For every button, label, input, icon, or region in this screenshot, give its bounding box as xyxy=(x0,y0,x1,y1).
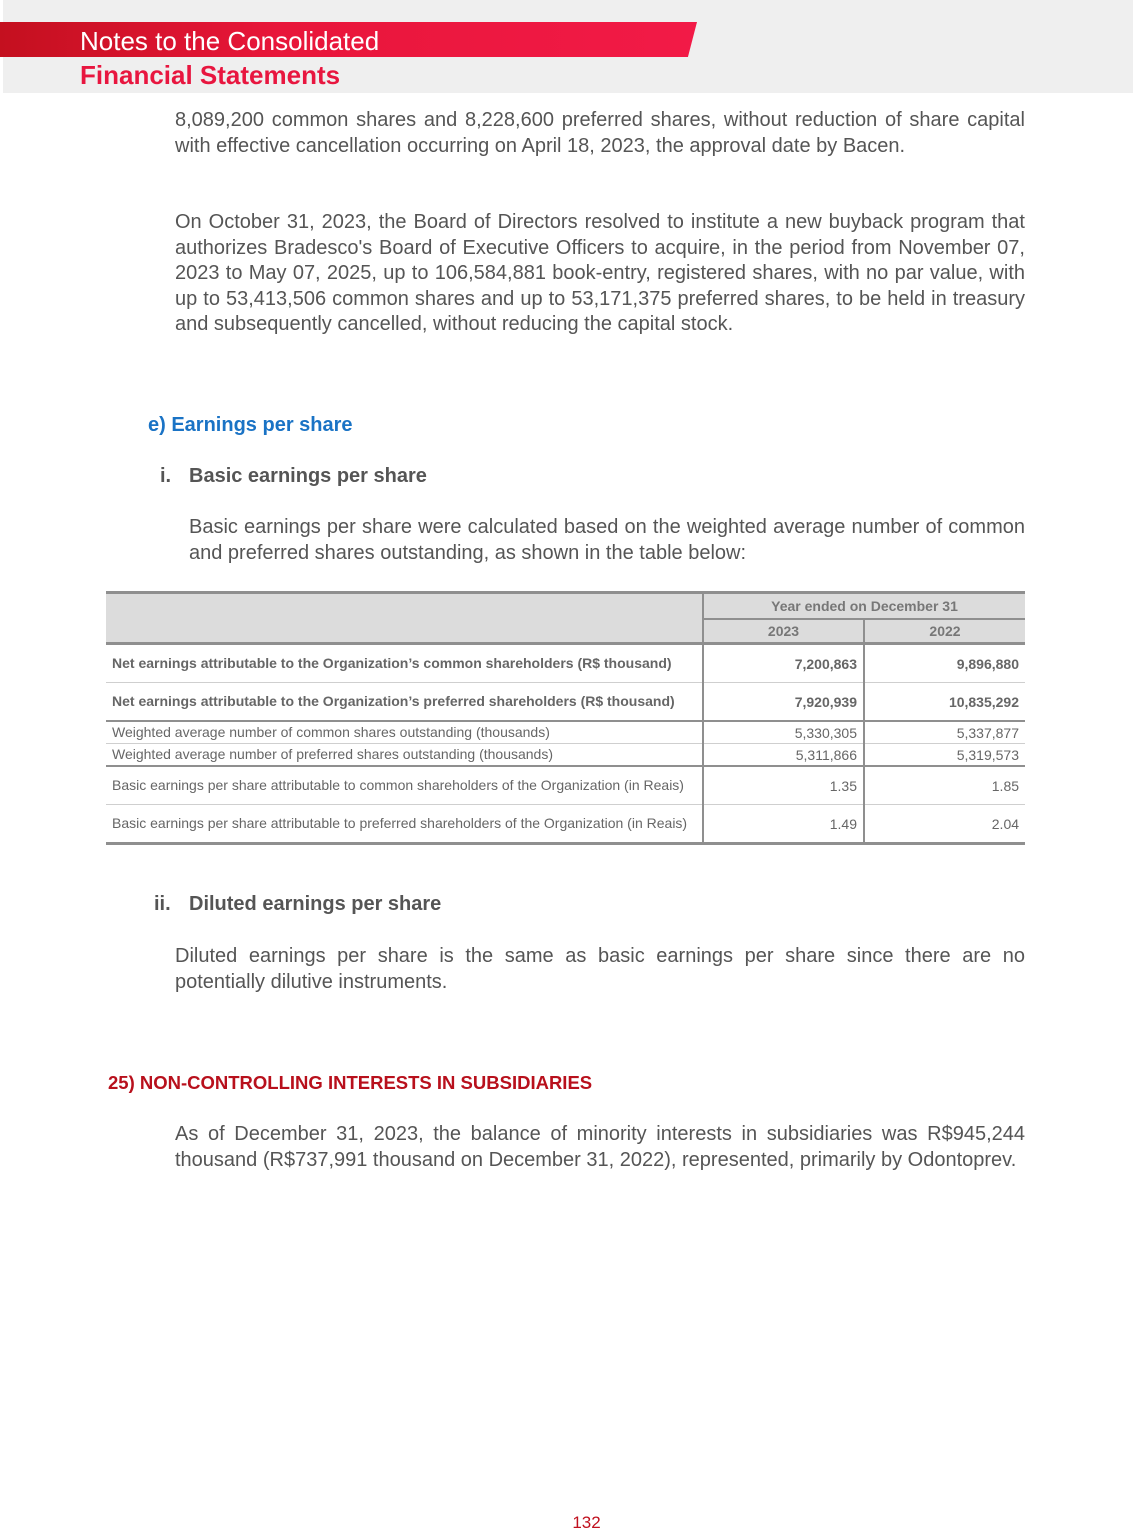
row-label: Basic earnings per share attributable to common shareholders of the Organization (in Reais) xyxy=(106,766,703,805)
basic-eps-title: Basic earnings per share xyxy=(189,465,427,487)
row-value-2022: 2.04 xyxy=(864,805,1025,844)
row-value-2023: 7,920,939 xyxy=(703,683,864,722)
diluted-eps-number: ii. xyxy=(154,893,171,915)
row-value-2023: 5,330,305 xyxy=(703,721,864,744)
header-title-line1: Notes to the Consolidated xyxy=(80,26,380,56)
row-label: Net earnings attributable to the Organization’s common shareholders (R$ thousand) xyxy=(106,644,703,683)
row-value-2022: 10,835,292 xyxy=(864,683,1025,722)
row-value-2023: 5,311,866 xyxy=(703,744,864,767)
table-row xyxy=(106,721,1025,744)
row-value-2022: 5,337,877 xyxy=(864,721,1025,744)
table-row xyxy=(106,744,1025,767)
row-value-2023: 1.35 xyxy=(703,766,864,805)
header-title-line2: Financial Statements xyxy=(80,60,341,90)
diluted-eps-text: Diluted earnings per share is the same as basic earnings per share since there are no potentially dilutive instruments. xyxy=(175,945,1025,993)
row-label: Weighted average number of common shares outstanding (thousands) xyxy=(106,721,703,744)
section-25-heading: 25) NON-CONTROLLING INTERESTS IN SUBSIDIARIES xyxy=(108,1072,593,1093)
diluted-eps-heading xyxy=(154,893,441,916)
table-year-2023: 2023 xyxy=(703,619,864,644)
table-row xyxy=(106,683,1025,722)
row-label: Basic earnings per share attributable to preferred shareholders of the Organization (in Reais) xyxy=(106,805,703,844)
earnings-per-share-table xyxy=(106,591,1025,845)
basic-eps-number: i. xyxy=(160,465,172,487)
diluted-eps-title: Diluted earnings per share xyxy=(189,893,442,915)
table-group-header: Year ended on December 31 xyxy=(703,593,1025,620)
page-number: 132 xyxy=(572,1513,601,1532)
table-header-row xyxy=(106,593,1025,620)
basic-eps-text: Basic earnings per share were calculated based on the weighted average number of common and preferred shares outstanding, as shown in the table below: xyxy=(189,516,1025,564)
intro-paragraph-1: 8,089,200 common shares and 8,228,600 preferred shares, without reduction of share capital with effective cancellation occurring on April 18, 2023, the approval date by Bacen. xyxy=(175,109,1025,157)
row-label: Weighted average number of preferred shares outstanding (thousands) xyxy=(106,744,703,767)
basic-eps-heading xyxy=(160,465,427,488)
row-label: Net earnings attributable to the Organization’s preferred shareholders (R$ thousand) xyxy=(106,683,703,722)
table-year-2022: 2022 xyxy=(864,619,1025,644)
table-row xyxy=(106,766,1025,805)
table-row xyxy=(106,644,1025,683)
row-value-2023: 7,200,863 xyxy=(703,644,864,683)
row-value-2022: 5,319,573 xyxy=(864,744,1025,767)
row-value-2022: 1.85 xyxy=(864,766,1025,805)
row-value-2022: 9,896,880 xyxy=(864,644,1025,683)
section-25-text: As of December 31, 2023, the balance of minority interests in subsidiaries was R$945,244 thousand (R$737,991 thousand on December 31, 2022), represented, primarily by Odontoprev. xyxy=(175,1123,1025,1171)
table-row xyxy=(106,805,1025,844)
row-value-2023: 1.49 xyxy=(703,805,864,844)
section-e-heading: e) Earnings per share xyxy=(148,414,353,436)
table-header-blank xyxy=(106,593,703,644)
intro-paragraph-2: On October 31, 2023, the Board of Directors resolved to institute a new buyback program that authorizes Bradesco's Board of Executive Officers to acquire, in the period from November 07, 2023 to May 07, 2025, up to 106,584,881 book-entry, registered shares, with no par value, with up to 53,413,506 common shares and up to 53,171,375 preferred shares, to be held in treasury and subsequently cancelled, without reducing the capital stock. xyxy=(175,211,1025,336)
